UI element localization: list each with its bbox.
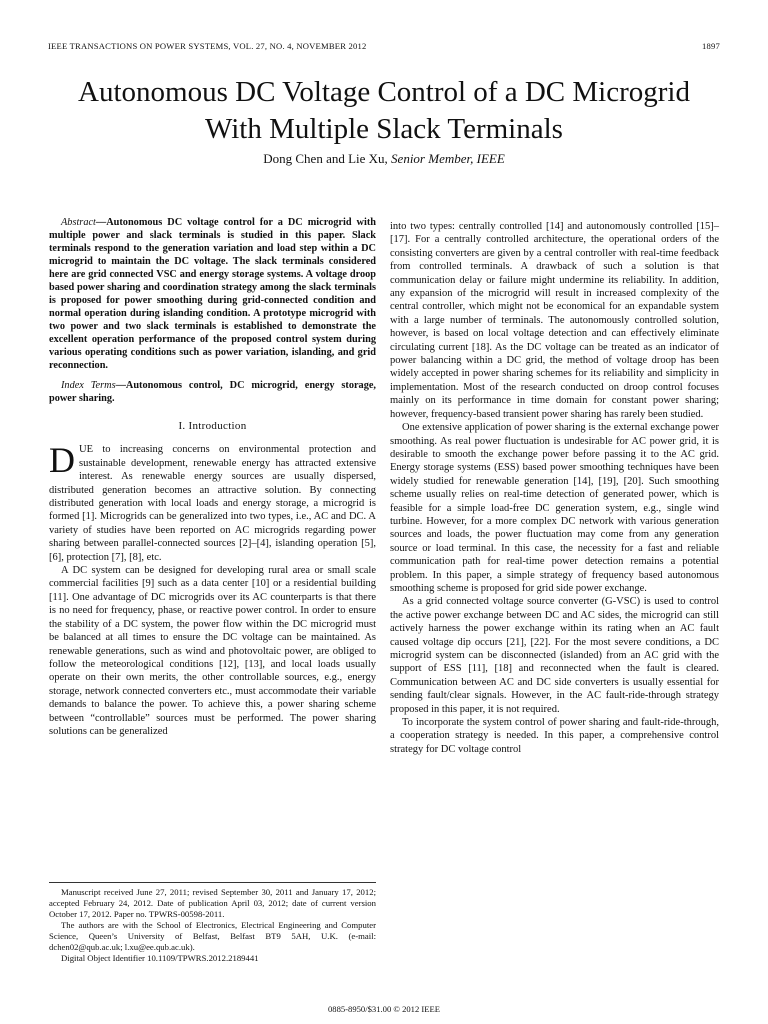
body-paragraph-3: As a grid connected voltage source converter (G-VSC) is used to control the active power exchange between DC and AC sides, the microgrid can still actively harness the power exchange within its rating when an AC fault caused voltage dip occurs [21], [22]. For the most severe conditions, a DC microgrid system can be disconnected (islanded) from an AC grid with the support of ESS [11], [18] and reconnected when the fault is cleared. Communication between AC and DC side converters is usually essential for sending fault/clear signals. However, in the AC fault-ride-through strategy proposed in this paper, it is not required. [390,596,719,715]
right-column [390,220,719,756]
footnote-doi: Digital Object Identifier 10.1109/TPWRS.2012.2189441 [61,953,259,963]
abstract-text: —Autonomous DC voltage control for a DC microgrid with multiple power and slack terminals is studied in this paper. Slack terminals respond to the generation variation and load step within a DC microgrid to maintain the DC voltage. The slack terminals considered here are grid connected VSC and energy storage systems. A voltage droop based power sharing and coordination strategy among the slack terminals is proposed for power smoothing during grid-connected condition and normal operation during islanding condition. A prototype microgrid with two power and two slack terminals is established to demonstrate the excellent operation performance of the proposed control system during various operating conditions such as power variation, islanding, and grid reconnection. [49,217,376,371]
page-number: 1897 [702,41,720,51]
body-paragraph-1: into two types: centrally controlled [14] and autonomously controlled [15]–[17]. For a centrally controlled architecture, the operational orders of the consisting converters are given by a central controller with real-time feedback from controlled terminals. A drawback of such a solution is that communication delay or failure might undermine its reliability. In addition, any expansion of the microgrid will result in increased complexity of the central controller, which might not be economical for an expandable system with a large number of terminals. The autonomously controlled solution, however, is based on local voltage detection and can effectively eliminate circulating current [18]. As the DC voltage can be treated as an indicator of power balancing within a DC grid, the method of voltage droop has been widely accepted in power sharing schemes for its reliability and simplicity in implementation. Most of the research conducted on droop control focuses mainly on its performance in time domain for constant power sharing; however, frequency-based transient power sharing has rarely been studied. [390,221,719,420]
copyright-footer: 0885-8950/$31.00 © 2012 IEEE [327,1004,441,1014]
index-terms-label: Index Terms [61,380,116,391]
index-terms-text: —Autonomous control, DC microgrid, energy storage, power sharing. [49,380,376,404]
footnote-manuscript: Manuscript received June 27, 2011; revised September 30, 2011 and January 17, 2012; accepted February 24, 2012. Date of publication April 03, 2012; date of current version October 17, 2012. Paper no. TPWRS-00598-2011. [49,887,376,919]
author-membership: Senior Member, IEEE [391,151,505,166]
running-header [48,41,720,55]
author-names: Dong Chen and Lie Xu, [263,151,388,166]
intro-paragraph-1: DUE to increasing concerns on environmental protection and sustainable development, renewable energy has attracted extensive interest. As renewable energy sources are usually dispersed, distributed generation becomes an attractive solution. By connecting distributed generation with local loads and energy storage, a microgrid is formed [1]. Microgrids can be generalized into two types, i.e., AC and DC. A variety of studies have been reported on AC microgrids regarding power sharing between parallel-connected sources [2]–[4], islanding operation [5], [6], protection [7], [8], etc. [49,440,376,563]
body-paragraph-4: To incorporate the system control of power sharing and fault-ride-through, a cooperation strategy is needed. In this paper, a comprehensive control strategy for DC voltage control [390,717,719,755]
author-line [60,151,708,167]
index-terms [49,379,376,405]
drop-cap: D [49,440,75,481]
journal-header: IEEE TRANSACTIONS ON POWER SYSTEMS, VOL. 27, NO. 4, NOVEMBER 2012 [48,41,367,51]
section-heading: I. Introduction [178,420,247,432]
left-column [49,216,376,738]
footnotes [49,882,376,964]
intro-paragraph-2: A DC system can be designed for developing rural area or small scale commercial facilities [9] such as a data center [10] or a residential building [11]. One advantage of DC microgrids over its AC counterparts is that there is no need for frequency, phase, or reactive power control. In order to ensure the stability of a DC system, the power flow within the DC microgrid must be balanced at all times to ensure the DC voltage can be maintained. As renewable generations, such as wind and photovoltaic power, are obliged to follow the meteorological conditions [12], [13], and local loads usually operate on their own merits, the other controllable sources, e.g., energy storage, network connected converters etc., must accommodate their variable demands to balance the power. To achieve this, a power sharing scheme between “controllable” sources must be performed. The power sharing solutions can be generalized [49,565,376,737]
abstract [49,216,376,372]
footnote-authors: The authors are with the School of Electronics, Electrical Engineering and Computer Science, Queen’s University of Belfast, Belfast BT9 5AH, U.K. (e-mail: dchen02@qub.ac.uk; l.xu@ee.qub.ac.uk). [49,920,376,952]
paper-title: Autonomous DC Voltage Control of a DC Microgrid With Multiple Slack Terminals [78,76,690,145]
body-paragraph-2: One extensive application of power sharing is the external exchange power smoothing. As real power fluctuation is undesirable for AC power grid, it is desirable to smooth the exchange power before passing it to the AC grid. Energy storage systems (ESS) based power smoothing techniques have been widely studied for renewable generation [14], [19], [20]. Such smoothing scheme usually relies on real-time detection of generated power, which is feasible for a simple load-free DC generation system, e.g., single wind turbine. However, for a more complex DC network with various generation sources and loads, the power fluctuation may come from any generation source or load terminal. In this case, the necessity for a fast and reliable communication path for real-time power detection remains a potential problem. In this paper, a simple strategy of frequency based autonomous smoothing scheme is proposed for grid side power exchange. [390,422,719,594]
abstract-label: Abstract [61,217,96,228]
